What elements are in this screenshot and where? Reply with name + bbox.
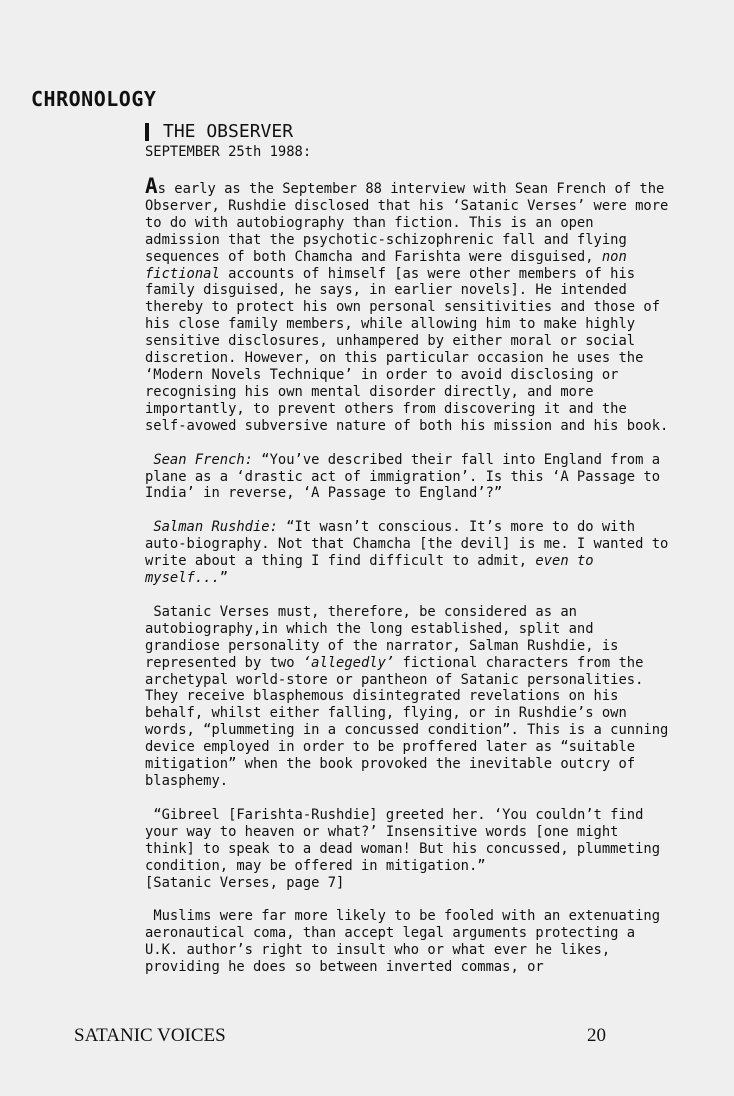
quotation-citation: [Satanic Verses, page 7]	[145, 874, 345, 891]
chronology-heading: CHRONOLOGY	[31, 87, 157, 111]
paragraph-quotation	[145, 807, 675, 892]
paragraph-intro-emphasis: non fictional	[145, 248, 627, 282]
speaker-sean-french: Sean French:	[153, 451, 253, 468]
footer-book-title: SATANIC VOICES	[74, 1025, 226, 1046]
footer-page-number: 20	[587, 1025, 606, 1046]
speaker-salman-rushdie: Salman Rushdie:	[153, 519, 278, 536]
analysis-text-2: fictional characters from the archetypal world-store or pantheon of Satanic personalities. They receive blasphemous disintegrated revelations on his behalf, whilst either falling, flying, or in Rushdie’s own words, “plummeting in a concussed condition”. This is a cunning device employed in order to be proffered later as “suitable mitigation” when the book provoked the inevitable outcry of blasphemy.	[145, 654, 669, 789]
answer-text: “It wasn’t conscious. It’s more to do with auto-biography. Not that Chamcha [the devil] is me. I wanted to write about a thing I find difficult to admit,	[145, 519, 669, 570]
analysis-text-1: Satanic Verses must, therefore, be considered as an autobiography,in which the long established, split and grandiose personality of the narrator, Salman Rushdie, is represented by two	[145, 603, 619, 671]
quotation-text: “Gibreel [Farishta-Rushdie] greeted her. ‘You couldn’t find your way to heaven or what?’ Insensitive words [one might think] to speak to a dead woman! But his concussed, plummeting condition, may be offered in mitigation.”	[145, 806, 660, 874]
paragraph-intro	[145, 174, 675, 435]
paragraph-intro-text-1: s early as the September 88 interview with Sean French of the Observer, Rushdie disclosed that his ‘Satanic Verses’ were more to do with autobiography than fiction. This is an open admission that the psychotic-schizophrenic fall and flying sequences of both Chamcha and Farishta were disguised,	[145, 181, 669, 265]
question-text: “You’ve described their fall into England from a plane as a ‘drastic act of immigration’. Is this ‘A Passage to India’ in reverse, ‘A Passage to England’?”	[145, 451, 661, 502]
section-date: SEPTEMBER 25th 1988:	[145, 144, 312, 160]
analysis-emphasis: ‘allegedly’	[302, 654, 395, 671]
paragraph-intro-text-2: accounts of himself [as were other members of his family disguised, he says, in earlier novels]. He intended thereby to protect his own personal sensitivities and those of his close family members, while allowing him to make highly sensitive disclosures, unhampered by either moral or social discretion. However, on this particular occasion he uses the ‘Modern Novels Technique’ in order to avoid disclosing or recognising his own mental disorder directly, and more importantly, to prevent others from discovering it and the self-avowed subversive nature of both his mission and his book.	[145, 265, 669, 434]
paragraph-analysis	[145, 604, 675, 790]
answer-closing-quote: ”	[219, 570, 229, 587]
conclusion-text: Muslims were far more likely to be fooled with an extenuating aeronautical coma, than accept legal arguments protecting a U.K. author’s right to insult who or what ever he likes, providing he does so between inverted commas, or	[145, 908, 661, 976]
paragraph-interview-answer	[145, 519, 675, 587]
article-body	[145, 120, 675, 993]
drop-cap: A	[145, 174, 158, 198]
section-title-text: THE OBSERVER	[163, 121, 294, 142]
answer-emphasis: even to myself...	[145, 553, 594, 587]
paragraph-interview-question	[145, 452, 675, 503]
section-title	[145, 120, 675, 144]
title-bar-marker	[145, 123, 149, 141]
paragraph-conclusion	[145, 908, 675, 976]
